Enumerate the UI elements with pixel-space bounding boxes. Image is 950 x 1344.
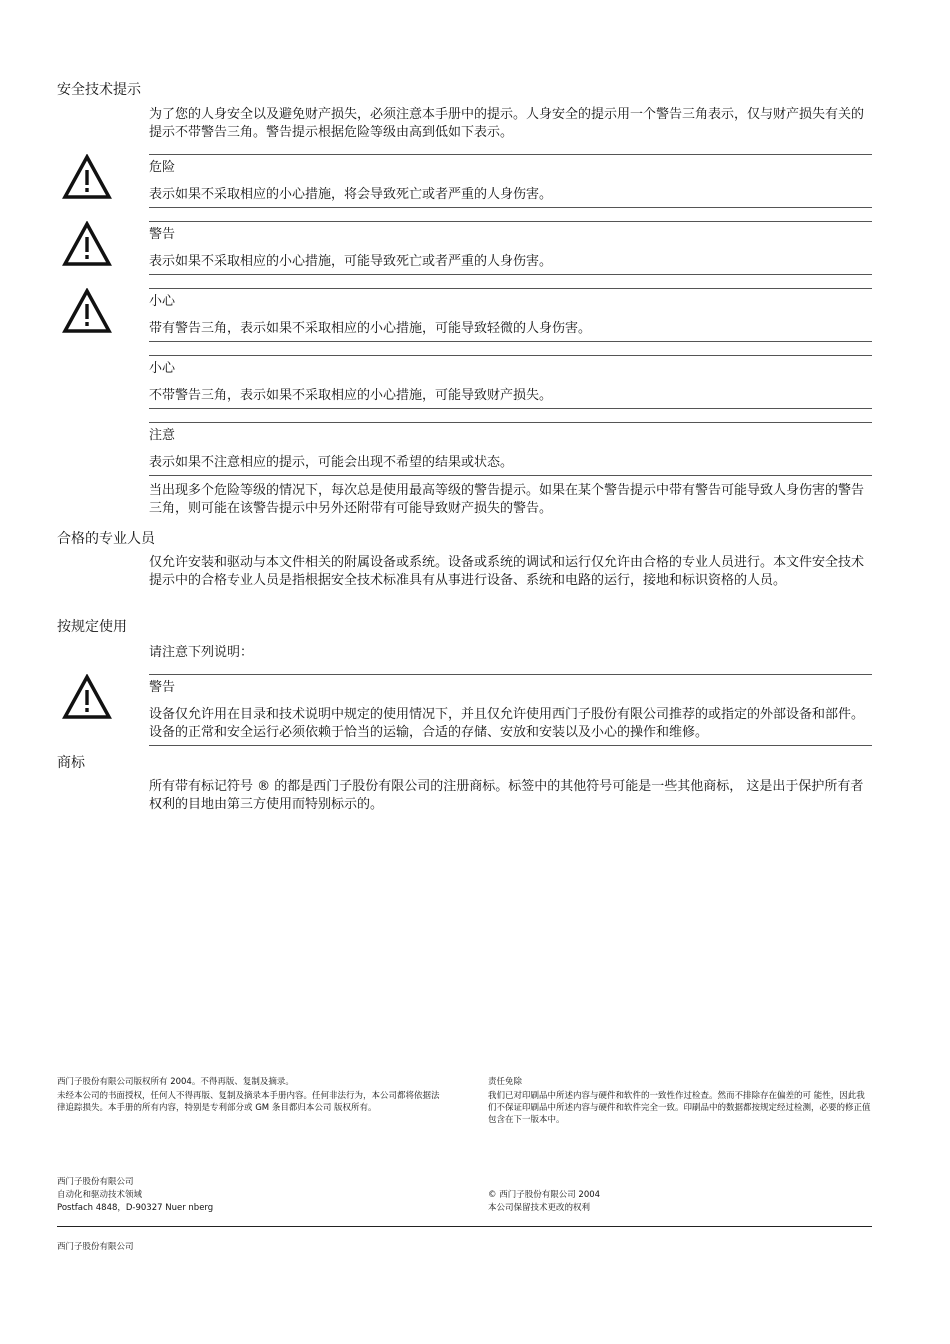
trademark-text: 所有带有标记符号 ® 的都是西门子股份有限公司的注册商标。标签中的其他符号可能是一些其他商标， 这是出于保护所有者权利的目地由第三方使用而特别标示的。 (149, 779, 864, 812)
divider (149, 274, 872, 275)
footer-bottom-company: 西门子股份有限公司 (57, 1242, 134, 1252)
footer-disclaimer-text: 我们已对印刷品中所述内容与硬件和软件的一致性作过检查。然而不排除存在偏差的可 能性，因此我们不保证印刷品中所述内容与硬件和软件完全一致。印刷品中的数据都按规定经过检测，必要的修正值包含在下一版本中。 (488, 1091, 871, 1125)
footer-copyright-text: 未经本公司的书面授权，任何人不得再版、复制及摘录本手册内容。任何非法行为，本公司都将依据法律追踪损失。本手册的所有内容，特别是专利部分或 GM 条目都归本公司 版权所有。 (57, 1091, 440, 1113)
notice-title-caution-property: 小心 (149, 361, 176, 376)
warning-triangle-icon (62, 288, 112, 334)
footer-address-division: 自动化和驱动技术领域 (57, 1190, 143, 1200)
safety-intro: 为了您的人身安全以及避免财产损失，必须注意本手册中的提示。人身安全的提示用一个警告三角表示，仅与财产损失有关的提示不带警告三角。警告提示根据危险等级由高到低如下表示。 (149, 107, 865, 140)
notice-title-usage-warning: 警告 (149, 680, 176, 695)
divider (149, 422, 872, 423)
notice-text-caution: 带有警告三角，表示如果不采取相应的小心措施，可能导致轻微的人身伤害。 (149, 321, 592, 336)
footer-copyright-mark: © 西门子股份有限公司 2004 (488, 1190, 601, 1200)
footer-address-postal: Postfach 4848，D-90327 Nuer nberg (57, 1203, 214, 1213)
divider (149, 154, 872, 155)
divider (149, 207, 872, 208)
divider (149, 745, 872, 746)
footer-divider (57, 1226, 872, 1227)
divider (149, 288, 872, 289)
usage-lead: 请注意下列说明： (149, 645, 254, 660)
multiple-levels-note: 当出现多个危险等级的情况下，每次总是使用最高等级的警告提示。如果在某个警告提示中带有警告可能导致人身伤害的警告三角，则可能在该警告提示中另外还附带有可能导致财产损失的警告。 (149, 483, 865, 516)
notice-text-caution-property: 不带警告三角，表示如果不采取相应的小心措施，可能导致财产损失。 (149, 388, 553, 403)
warning-triangle-icon (62, 221, 112, 267)
footer-rights-reserved: 本公司保留技术更改的权利 (488, 1203, 591, 1213)
notice-title-caution: 小心 (149, 294, 176, 309)
footer-disclaimer-title: 责任免除 (488, 1077, 523, 1087)
divider (149, 408, 872, 409)
divider (149, 674, 872, 675)
footer-copyright-title: 西门子股份有限公司版权所有 2004。不得再版、复制及摘录。 (57, 1077, 294, 1087)
divider (149, 341, 872, 342)
divider (149, 355, 872, 356)
notice-title-warning: 警告 (149, 227, 176, 242)
notice-title-notice: 注意 (149, 428, 176, 443)
notice-text-danger: 表示如果不采取相应的小心措施，将会导致死亡或者严重的人身伤害。 (149, 187, 553, 202)
notice-text-warning: 表示如果不采取相应的小心措施，可能导致死亡或者严重的人身伤害。 (149, 254, 553, 269)
qualified-text: 仅允许安装和驱动与本文件相关的附属设备或系统。设备或系统的调试和运行仅允许由合格的专业人员进行。本文件安全技术提示中的合格专业人员是指根据安全技术标准具有从事进行设备、系统和电路的运行，接地和标识资格的人员。 (149, 555, 865, 588)
section-heading-trademark: 商标 (57, 755, 85, 771)
notice-text-notice: 表示如果不注意相应的提示，可能会出现不希望的结果或状态。 (149, 455, 514, 470)
divider (149, 475, 872, 476)
warning-triangle-icon (62, 154, 112, 200)
section-heading-qualified: 合格的专业人员 (57, 531, 155, 547)
notice-title-danger: 危险 (149, 160, 176, 175)
footer-address-company: 西门子股份有限公司 (57, 1177, 134, 1187)
divider (149, 221, 872, 222)
notice-text-usage-warning: 设备仅允许用在目录和技术说明中规定的使用情况下，并且仅允许使用西门子股份有限公司推荐的或指定的外部设备和部件。设备的正常和安全运行必须依赖于恰当的运输，合适的存储、安放和安装以及小心的操作和维修。 (149, 707, 865, 740)
section-heading-safety: 安全技术提示 (57, 82, 141, 98)
warning-triangle-icon (62, 674, 112, 720)
section-heading-usage: 按规定使用 (57, 619, 127, 635)
